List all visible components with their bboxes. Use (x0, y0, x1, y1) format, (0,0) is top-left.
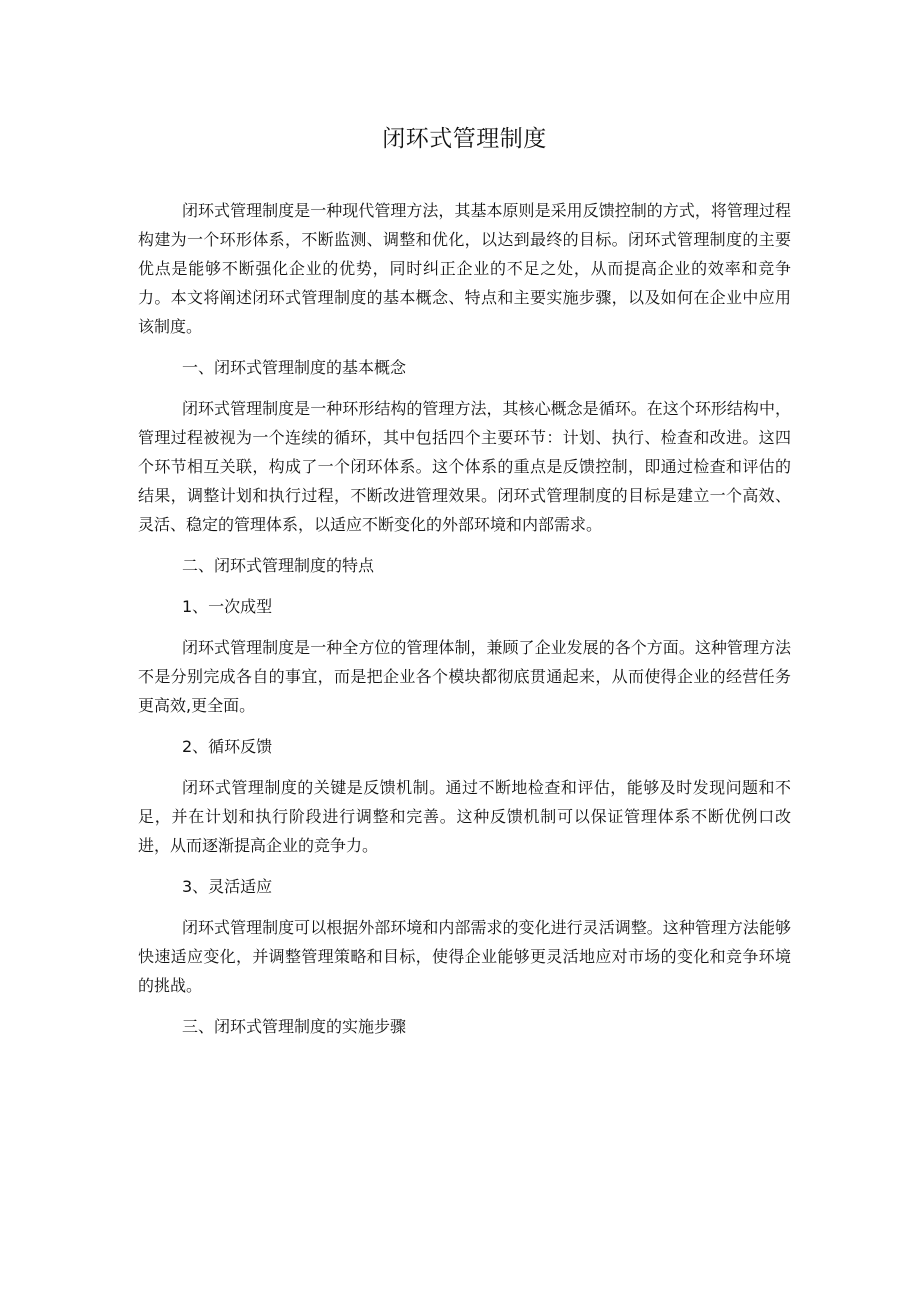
subsection-3-heading: 3、灵活适应 (182, 877, 273, 896)
subsection-2-paragraph: 闭环式管理制度的关键是反馈机制。通过不断地检查和评估，能够及时发现问题和不足，并在计划和执行阶段进行调整和完善。这种反馈机制可以保证管理体系不断优例口改进，从而逐渐提高企业的竞争力。 (138, 778, 791, 855)
spacer (138, 621, 791, 633)
spacer (138, 761, 791, 773)
section-1-paragraph: 闭环式管理制度是一种环形结构的管理方法，其核心概念是循环。在这个环形结构中，管理过程被视为一个连续的循环，其中包括四个主要环节：计划、执行、检查和改进。这四个环节相互关联，构成了一个闭环体系。这个体系的重点是反馈控制，即通过检查和评估的结果，调整计划和执行过程，不断改进管理效果。闭环式管理制度的目标是建立一个高效、灵活、稳定的管理体系，以适应不断变化的外部环境和内部需求。 (138, 399, 791, 534)
spacer (138, 1000, 791, 1012)
spacer (138, 156, 791, 196)
spacer (138, 720, 791, 732)
spacer (138, 580, 791, 592)
subsection-2-heading: 2、循环反馈 (182, 737, 273, 756)
spacer (138, 382, 791, 394)
intro-paragraph: 闭环式管理制度是一种现代管理方法，其基本原则是采用反馈控制的方式，将管理过程构建为一个环形体系，不断监测、调整和优化，以达到最终的目标。闭环式管理制度的主要优点是能够不断强化企业的优势，同时纠正企业的不足之处，从而提高企业的效率和竞争力。本文将阐述闭环式管理制度的基本概念、特点和主要实施步骤，以及如何在企业中应用该制度。 (138, 201, 791, 336)
subsection-3-paragraph: 闭环式管理制度可以根据外部环境和内部需求的变化进行灵活调整。这种管理方法能够快速适应变化，并调整管理策略和目标，使得企业能够更灵活地应对市场的变化和竞争环境的挑战。 (138, 918, 791, 995)
document-title: 闭环式管理制度 (382, 126, 547, 152)
spacer (138, 539, 791, 551)
spacer (138, 341, 791, 353)
section-3-heading: 三、闭环式管理制度的实施步骤 (182, 1017, 407, 1036)
spacer (138, 901, 791, 913)
section-2-heading: 二、闭环式管理制度的特点 (182, 556, 375, 575)
spacer (138, 860, 791, 872)
subsection-1-heading: 1、一次成型 (182, 597, 273, 616)
subsection-1-paragraph: 闭环式管理制度是一种全方位的管理体制，兼顾了企业发展的各个方面。这种管理方法不是分别完成各自的事宜，而是把企业各个模块都彻底贯通起来，从而使得企业的经营任务更高效,更全面。 (138, 638, 791, 715)
section-1-heading: 一、闭环式管理制度的基本概念 (182, 358, 407, 377)
document-page (138, 0, 791, 1041)
